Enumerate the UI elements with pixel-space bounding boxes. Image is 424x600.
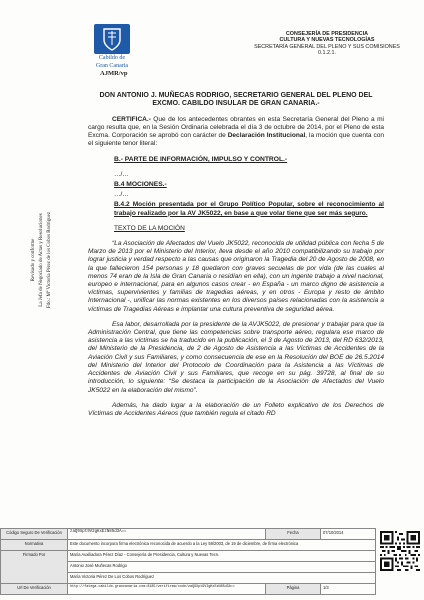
- motion-text-heading: TEXTO DE LA MOCIÓN: [114, 224, 185, 232]
- quote-paragraph-2: Esa labor, desarrollada por la presidente de la AVJK5022, de presionar y trabajar para que la Administración Central, que tiene las competencias sobre transporte aéreo, regulara ese marco de asistencia a las víctimas se ha traducido en la publicación, el 3 de Agosto de 2013, del RD 632/2013, del Ministerio de la Presidencia, de 2 de Agosto de Asistencia a las Víctimas de Accidentes de la Aviación Civil y sus Familiares, y como consecuencia de ese en la Resolución del BOE de 26.5.2014 del Ministerio del Interior del Protocolo de Coordinación para la Asistencia a las Víctimas de Accidentes de Aviación Civil y sus Familiares, que recoge en su pág. 39728, al final de su introducción, lo siguiente: “Se destaca la participación de la Asociación de Afectados del Vuelo JK5022 en la elaboración del mismo”.: [88, 320, 384, 394]
- codigo-value: zaQ9Xpt9V2gKxEzN85d3A==: [68, 529, 266, 540]
- header-line-1: CONSEJERÍA DE PRESIDENCIA: [285, 31, 369, 37]
- certifica-text: Que de los antecedentes obrantes en esta Secretaría General del Pleno a mi cargo resulta que, en la Sesión Ordinaria celebrada el día 3 de octubre de 2014, por el Pleno de esta Excma. Corporación se aprobó con carácter de: [88, 115, 384, 140]
- firmado-label: Firmado Por: [1, 551, 68, 584]
- normativa-label: Normativa: [1, 540, 68, 551]
- side-note-line-3: Fdo.: Mª Victoria Pérez de los Cobos Rodríguez: [47, 211, 52, 309]
- section-b4-heading: B.4 MOCIONES.-: [114, 181, 167, 189]
- pagina-value: 1/3: [321, 584, 376, 595]
- fecha-value: 07/10/2014: [321, 529, 376, 540]
- declaracion-text: Declaración Institucional: [227, 132, 306, 140]
- header-line-2: CULTURA Y NUEVAS TECNOLOGÍAS: [279, 37, 375, 44]
- reference-code: AJMR/vp: [100, 70, 128, 77]
- firmante-3: María Victoria Pérez De Los Cobos Rodríguez: [68, 573, 376, 584]
- certifica-paragraph: [88, 116, 384, 149]
- certifica-label: CERTIFICA.-: [112, 115, 151, 123]
- side-note-line-2: La Jefa de Negociado de Actas y Resoluciones: [39, 213, 44, 307]
- codigo-label: Código Seguro De Verificación: [1, 529, 68, 540]
- logo-line-1: Cabildo de: [98, 55, 126, 61]
- fecha-label: Fecha: [266, 529, 321, 540]
- pagina-label: Página: [266, 584, 321, 595]
- side-note-line-1: Revisado y conforme: [31, 238, 36, 282]
- quote-paragraph-1: “La Asociación de Afectados del Vuelo JK5022, reconocida de utilidad pública con fecha 5 de Marzo de 2013 por el Ministerio del Interior, lleva desde el año 2010 compatibilizando su trabajo por lograr justicia y verdad respecto a las causas que originaron la Tragedia del 20 de Agosto de 2008, en la que fallecieron 154 personas y 18 quedaron con graves secuelas de por vida (de las cuales al menos 74 eran de la Isla de Gran Canaria o residían en ella), con un ingente trabajo a nivel nacional, europeo e internacional, para en algunos casos crear - en España - un marco digno de asistencia a víctimas, supervivientes y familias de tragedias aéreas, y en otros - Europa y resto de ámbito Internacional -, unificar las normas existentes en los diversos países relacionadas con la asistencia a víctimas de Tragedias Aéreas e implantar una cultura preventiva de seguridad aérea.: [88, 240, 384, 313]
- ellipsis-1: …/…: [114, 170, 129, 178]
- header-line-3: SECRETARÍA GENERAL DEL PLENO Y SUS COMISIONES: [254, 43, 400, 50]
- ellipsis-2: …/…: [114, 191, 129, 199]
- certifica-end: , la moción que cuenta con el siguiente tenor literal:: [88, 132, 385, 148]
- motion-title: B.4.2 Moción presentada por el Grupo Político Popular, sobre el reconocimiento al trabajo realizado por la AV JK5022, en base a que volar tiene que ser más seguro.: [114, 201, 384, 217]
- side-review-note: [22, 185, 62, 335]
- firmante-2: Antonio José Muñecas Rodrigo: [68, 562, 376, 573]
- logo-line-2: Gran Canaria: [95, 62, 129, 69]
- url-label: Url De Verificación: [1, 584, 68, 595]
- cabildo-logo: [92, 24, 132, 69]
- document-body: [88, 92, 384, 425]
- department-header: [232, 31, 422, 57]
- header-line-4: 0.1.2.1.: [318, 50, 336, 57]
- normativa-value: Este documento incorpora firma electrónica reconocida de acuerdo a la Ley 59/2003, de 19 de diciembre, de firma electrónica: [68, 540, 376, 551]
- document-title: DON ANTONIO J. MUÑECAS RODRIGO, SECRETARIO GENERAL DEL PLENO DEL EXCMO. CABILDO INSULAR DE GRAN CANARIA.-: [99, 92, 373, 108]
- coat-of-arms-icon: [94, 24, 130, 54]
- qr-code-icon: [380, 531, 420, 571]
- quote-paragraph-3: Además, ha dado lugar a la elaboración de un Folleto explicativo de los Derechos de Víctimas de Accidentes Aéreos (que también regula el citado RD: [88, 401, 384, 417]
- firmante-1: María Auxiliadora Pérez Díaz - Consejería de Presidencia, Cultura y Nuevas Tecn.: [68, 551, 376, 562]
- verification-url[interactable]: http://fatega.cabildo.grancanaria.com:8185/verifirma/code/zaQ9Xpt9V2gKxEzN85d3A==: [68, 584, 266, 595]
- verification-table: [0, 528, 376, 595]
- section-b-heading: B.- PARTE DE INFORMACIÓN, IMPULSO Y CONTROL.-: [114, 155, 288, 163]
